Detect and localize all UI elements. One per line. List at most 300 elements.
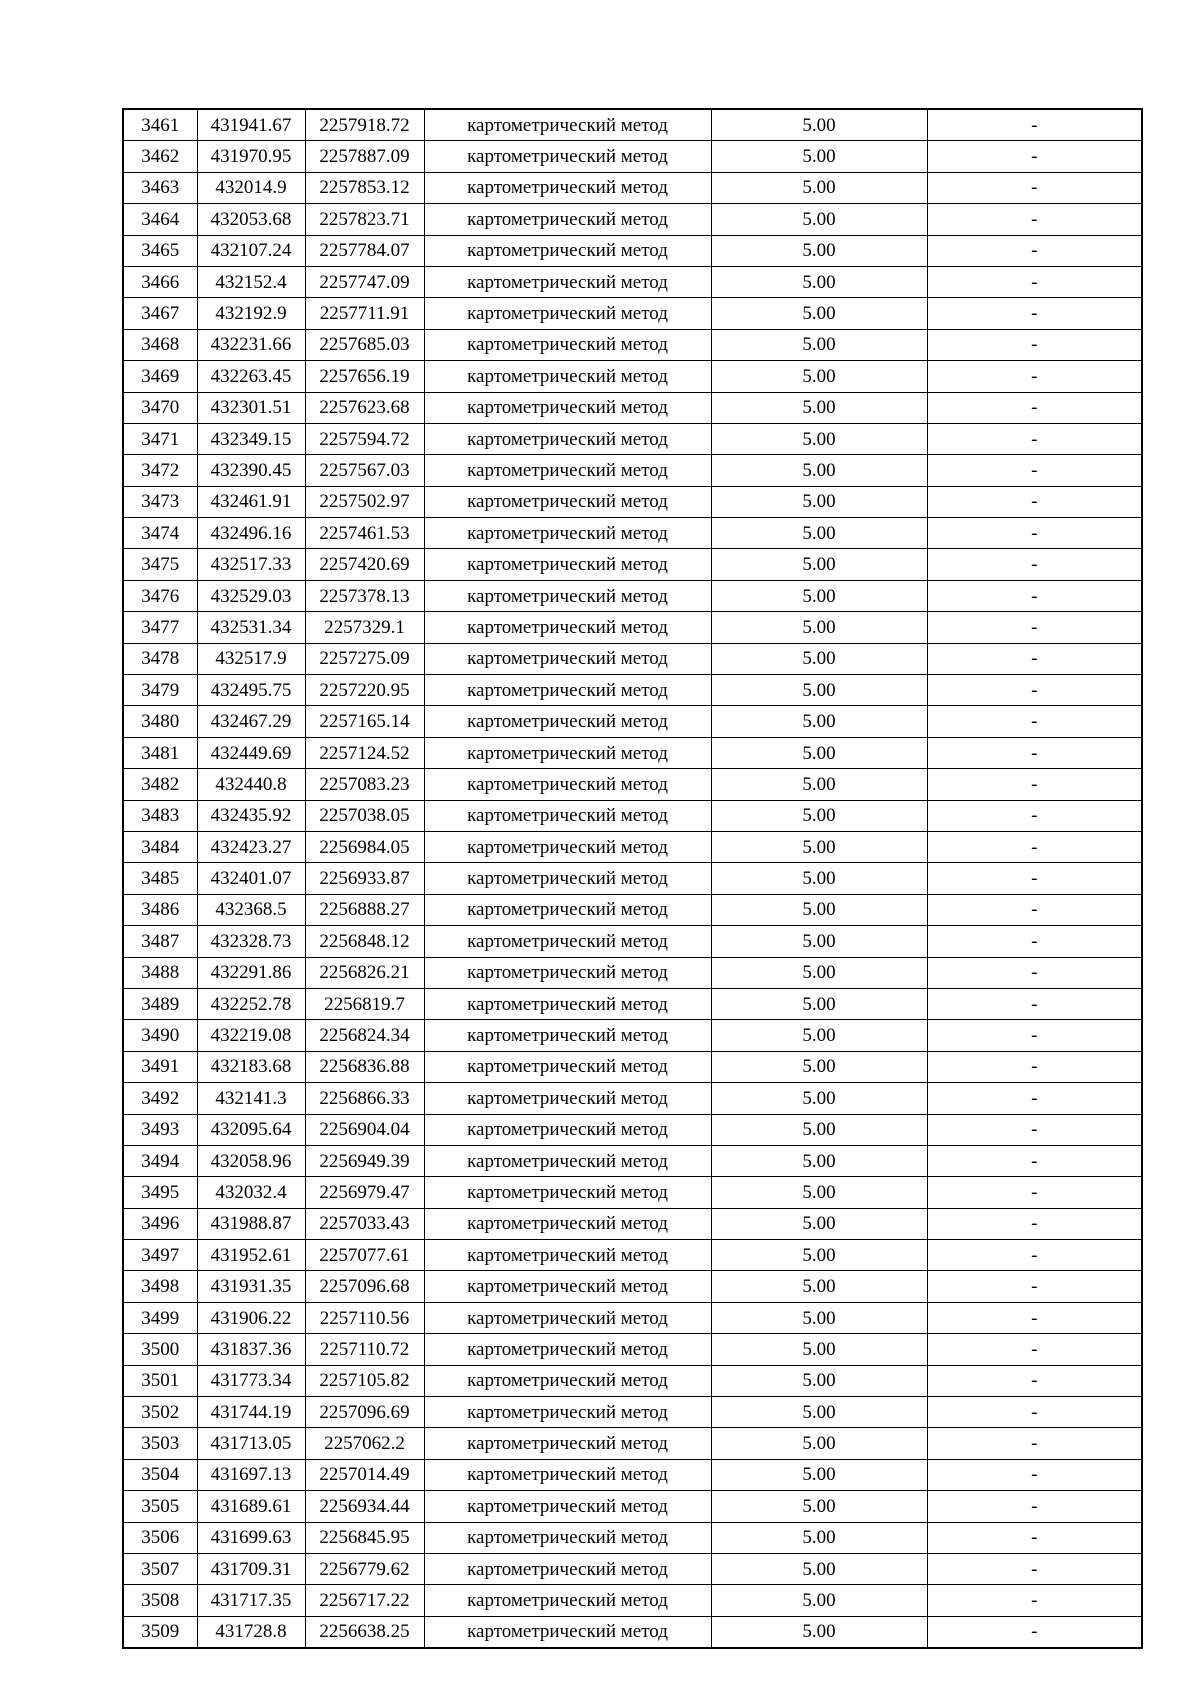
description-cell: - (927, 1553, 1142, 1584)
table-row (123, 612, 1142, 643)
description-cell: - (927, 675, 1142, 706)
x-coordinate-cell: 432301.51 (197, 392, 305, 423)
method-cell: картометрический метод (424, 894, 711, 925)
description-cell: - (927, 1522, 1142, 1553)
y-coordinate-cell: 2256949.39 (305, 1145, 424, 1176)
method-cell: картометрический метод (424, 141, 711, 172)
method-cell: картометрический метод (424, 612, 711, 643)
x-coordinate-cell: 431773.34 (197, 1365, 305, 1396)
precision-cell: 5.00 (711, 1428, 927, 1459)
precision-cell: 5.00 (711, 1553, 927, 1584)
method-cell: картометрический метод (424, 298, 711, 329)
point-number-cell: 3488 (123, 957, 197, 988)
method-cell: картометрический метод (424, 109, 711, 141)
description-cell: - (927, 392, 1142, 423)
y-coordinate-cell: 2257887.09 (305, 141, 424, 172)
method-cell: картометрический метод (424, 643, 711, 674)
precision-cell: 5.00 (711, 204, 927, 235)
table-row (123, 423, 1142, 454)
precision-cell: 5.00 (711, 957, 927, 988)
x-coordinate-cell: 432517.33 (197, 549, 305, 580)
y-coordinate-cell: 2257096.69 (305, 1397, 424, 1428)
table-row (123, 1553, 1142, 1584)
point-number-cell: 3485 (123, 863, 197, 894)
description-cell: - (927, 1020, 1142, 1051)
precision-cell: 5.00 (711, 769, 927, 800)
precision-cell: 5.00 (711, 675, 927, 706)
y-coordinate-cell: 2257110.56 (305, 1302, 424, 1333)
table-row (123, 549, 1142, 580)
method-cell: картометрический метод (424, 266, 711, 297)
description-cell: - (927, 549, 1142, 580)
method-cell: картометрический метод (424, 831, 711, 862)
y-coordinate-cell: 2257823.71 (305, 204, 424, 235)
point-number-cell: 3481 (123, 737, 197, 768)
table-row (123, 926, 1142, 957)
table-row (123, 1083, 1142, 1114)
x-coordinate-cell: 432231.66 (197, 329, 305, 360)
description-cell: - (927, 455, 1142, 486)
method-cell: картометрический метод (424, 1114, 711, 1145)
method-cell: картометрический метод (424, 392, 711, 423)
point-number-cell: 3483 (123, 800, 197, 831)
precision-cell: 5.00 (711, 1020, 927, 1051)
x-coordinate-cell: 431931.35 (197, 1271, 305, 1302)
method-cell: картометрический метод (424, 172, 711, 203)
y-coordinate-cell: 2256779.62 (305, 1553, 424, 1584)
method-cell: картометрический метод (424, 1585, 711, 1616)
precision-cell: 5.00 (711, 392, 927, 423)
point-number-cell: 3475 (123, 549, 197, 580)
point-number-cell: 3479 (123, 675, 197, 706)
y-coordinate-cell: 2256866.33 (305, 1083, 424, 1114)
table-row (123, 1428, 1142, 1459)
point-number-cell: 3492 (123, 1083, 197, 1114)
table-row (123, 392, 1142, 423)
description-cell: - (927, 266, 1142, 297)
point-number-cell: 3462 (123, 141, 197, 172)
precision-cell: 5.00 (711, 894, 927, 925)
y-coordinate-cell: 2257502.97 (305, 486, 424, 517)
table-row (123, 988, 1142, 1019)
point-number-cell: 3484 (123, 831, 197, 862)
method-cell: картометрический метод (424, 863, 711, 894)
point-number-cell: 3489 (123, 988, 197, 1019)
precision-cell: 5.00 (711, 1365, 927, 1396)
description-cell: - (927, 1145, 1142, 1176)
method-cell: картометрический метод (424, 1365, 711, 1396)
table-row (123, 1020, 1142, 1051)
description-cell: - (927, 580, 1142, 611)
precision-cell: 5.00 (711, 172, 927, 203)
description-cell: - (927, 706, 1142, 737)
point-number-cell: 3470 (123, 392, 197, 423)
x-coordinate-cell: 431699.63 (197, 1522, 305, 1553)
precision-cell: 5.00 (711, 1522, 927, 1553)
table-row (123, 172, 1142, 203)
x-coordinate-cell: 432531.34 (197, 612, 305, 643)
y-coordinate-cell: 2257784.07 (305, 235, 424, 266)
y-coordinate-cell: 2257567.03 (305, 455, 424, 486)
description-cell: - (927, 423, 1142, 454)
precision-cell: 5.00 (711, 141, 927, 172)
y-coordinate-cell: 2257275.09 (305, 643, 424, 674)
precision-cell: 5.00 (711, 926, 927, 957)
description-cell: - (927, 329, 1142, 360)
description-cell: - (927, 1083, 1142, 1114)
precision-cell: 5.00 (711, 1585, 927, 1616)
x-coordinate-cell: 431717.35 (197, 1585, 305, 1616)
point-number-cell: 3469 (123, 361, 197, 392)
y-coordinate-cell: 2257594.72 (305, 423, 424, 454)
method-cell: картометрический метод (424, 1051, 711, 1082)
method-cell: картометрический метод (424, 486, 711, 517)
precision-cell: 5.00 (711, 518, 927, 549)
x-coordinate-cell: 432058.96 (197, 1145, 305, 1176)
table-row (123, 1271, 1142, 1302)
method-cell: картометрический метод (424, 675, 711, 706)
y-coordinate-cell: 2257623.68 (305, 392, 424, 423)
description-cell: - (927, 1365, 1142, 1396)
y-coordinate-cell: 2257918.72 (305, 109, 424, 141)
y-coordinate-cell: 2257096.68 (305, 1271, 424, 1302)
description-cell: - (927, 1208, 1142, 1239)
precision-cell: 5.00 (711, 361, 927, 392)
method-cell: картометрический метод (424, 580, 711, 611)
x-coordinate-cell: 431713.05 (197, 1428, 305, 1459)
x-coordinate-cell: 432107.24 (197, 235, 305, 266)
method-cell: картометрический метод (424, 1616, 711, 1648)
precision-cell: 5.00 (711, 1397, 927, 1428)
table-row (123, 831, 1142, 862)
point-number-cell: 3495 (123, 1177, 197, 1208)
description-cell: - (927, 1302, 1142, 1333)
y-coordinate-cell: 2257165.14 (305, 706, 424, 737)
method-cell: картометрический метод (424, 769, 711, 800)
y-coordinate-cell: 2256638.25 (305, 1616, 424, 1648)
y-coordinate-cell: 2257329.1 (305, 612, 424, 643)
method-cell: картометрический метод (424, 423, 711, 454)
x-coordinate-cell: 432032.4 (197, 1177, 305, 1208)
method-cell: картометрический метод (424, 361, 711, 392)
x-coordinate-cell: 432328.73 (197, 926, 305, 957)
x-coordinate-cell: 431697.13 (197, 1459, 305, 1490)
table-row (123, 204, 1142, 235)
x-coordinate-cell: 432141.3 (197, 1083, 305, 1114)
point-number-cell: 3471 (123, 423, 197, 454)
y-coordinate-cell: 2257083.23 (305, 769, 424, 800)
description-cell: - (927, 204, 1142, 235)
method-cell: картометрический метод (424, 518, 711, 549)
point-number-cell: 3463 (123, 172, 197, 203)
point-number-cell: 3499 (123, 1302, 197, 1333)
point-number-cell: 3501 (123, 1365, 197, 1396)
table-row (123, 1491, 1142, 1522)
method-cell: картометрический метод (424, 1334, 711, 1365)
precision-cell: 5.00 (711, 706, 927, 737)
table-row (123, 329, 1142, 360)
x-coordinate-cell: 432252.78 (197, 988, 305, 1019)
description-cell: - (927, 988, 1142, 1019)
method-cell: картометрический метод (424, 329, 711, 360)
description-cell: - (927, 894, 1142, 925)
point-number-cell: 3478 (123, 643, 197, 674)
point-number-cell: 3498 (123, 1271, 197, 1302)
table-row (123, 266, 1142, 297)
point-number-cell: 3482 (123, 769, 197, 800)
table-row (123, 1177, 1142, 1208)
point-number-cell: 3500 (123, 1334, 197, 1365)
table-row (123, 1616, 1142, 1648)
y-coordinate-cell: 2257853.12 (305, 172, 424, 203)
y-coordinate-cell: 2257461.53 (305, 518, 424, 549)
precision-cell: 5.00 (711, 266, 927, 297)
x-coordinate-cell: 432183.68 (197, 1051, 305, 1082)
method-cell: картометрический метод (424, 204, 711, 235)
method-cell: картометрический метод (424, 988, 711, 1019)
table-row (123, 1334, 1142, 1365)
description-cell: - (927, 518, 1142, 549)
precision-cell: 5.00 (711, 612, 927, 643)
point-number-cell: 3466 (123, 266, 197, 297)
table-row (123, 769, 1142, 800)
x-coordinate-cell: 432095.64 (197, 1114, 305, 1145)
description-cell: - (927, 643, 1142, 674)
table-row (123, 486, 1142, 517)
x-coordinate-cell: 432053.68 (197, 204, 305, 235)
table-row (123, 1114, 1142, 1145)
x-coordinate-cell: 432496.16 (197, 518, 305, 549)
precision-cell: 5.00 (711, 235, 927, 266)
point-number-cell: 3468 (123, 329, 197, 360)
description-cell: - (927, 1271, 1142, 1302)
x-coordinate-cell: 432435.92 (197, 800, 305, 831)
x-coordinate-cell: 432390.45 (197, 455, 305, 486)
x-coordinate-cell: 431837.36 (197, 1334, 305, 1365)
x-coordinate-cell: 431941.67 (197, 109, 305, 141)
description-cell: - (927, 957, 1142, 988)
description-cell: - (927, 863, 1142, 894)
method-cell: картометрический метод (424, 1302, 711, 1333)
y-coordinate-cell: 2256848.12 (305, 926, 424, 957)
table-row (123, 1240, 1142, 1271)
description-cell: - (927, 1177, 1142, 1208)
precision-cell: 5.00 (711, 423, 927, 454)
point-number-cell: 3504 (123, 1459, 197, 1490)
point-number-cell: 3506 (123, 1522, 197, 1553)
y-coordinate-cell: 2256888.27 (305, 894, 424, 925)
precision-cell: 5.00 (711, 1083, 927, 1114)
point-number-cell: 3497 (123, 1240, 197, 1271)
table-row (123, 675, 1142, 706)
x-coordinate-cell: 431906.22 (197, 1302, 305, 1333)
y-coordinate-cell: 2257420.69 (305, 549, 424, 580)
x-coordinate-cell: 432467.29 (197, 706, 305, 737)
x-coordinate-cell: 432152.4 (197, 266, 305, 297)
point-number-cell: 3467 (123, 298, 197, 329)
table-row (123, 109, 1142, 141)
description-cell: - (927, 831, 1142, 862)
description-cell: - (927, 141, 1142, 172)
method-cell: картометрический метод (424, 549, 711, 580)
precision-cell: 5.00 (711, 1334, 927, 1365)
point-number-cell: 3503 (123, 1428, 197, 1459)
x-coordinate-cell: 432440.8 (197, 769, 305, 800)
precision-cell: 5.00 (711, 329, 927, 360)
method-cell: картометрический метод (424, 957, 711, 988)
point-number-cell: 3491 (123, 1051, 197, 1082)
x-coordinate-cell: 432449.69 (197, 737, 305, 768)
point-number-cell: 3496 (123, 1208, 197, 1239)
method-cell: картометрический метод (424, 1428, 711, 1459)
description-cell: - (927, 737, 1142, 768)
table-row (123, 235, 1142, 266)
precision-cell: 5.00 (711, 455, 927, 486)
x-coordinate-cell: 432401.07 (197, 863, 305, 894)
method-cell: картометрический метод (424, 1459, 711, 1490)
description-cell: - (927, 1334, 1142, 1365)
y-coordinate-cell: 2257033.43 (305, 1208, 424, 1239)
method-cell: картометрический метод (424, 706, 711, 737)
precision-cell: 5.00 (711, 580, 927, 611)
x-coordinate-cell: 432461.91 (197, 486, 305, 517)
table-row (123, 1145, 1142, 1176)
y-coordinate-cell: 2256933.87 (305, 863, 424, 894)
table-row (123, 455, 1142, 486)
method-cell: картометрический метод (424, 1145, 711, 1176)
precision-cell: 5.00 (711, 1208, 927, 1239)
description-cell: - (927, 1397, 1142, 1428)
y-coordinate-cell: 2257711.91 (305, 298, 424, 329)
description-cell: - (927, 109, 1142, 141)
method-cell: картометрический метод (424, 1553, 711, 1584)
point-number-cell: 3486 (123, 894, 197, 925)
method-cell: картометрический метод (424, 800, 711, 831)
y-coordinate-cell: 2257124.52 (305, 737, 424, 768)
x-coordinate-cell: 431970.95 (197, 141, 305, 172)
description-cell: - (927, 926, 1142, 957)
y-coordinate-cell: 2256979.47 (305, 1177, 424, 1208)
point-number-cell: 3474 (123, 518, 197, 549)
method-cell: картометрический метод (424, 1491, 711, 1522)
method-cell: картометрический метод (424, 1397, 711, 1428)
description-cell: - (927, 800, 1142, 831)
description-cell: - (927, 1051, 1142, 1082)
point-number-cell: 3502 (123, 1397, 197, 1428)
method-cell: картометрический метод (424, 1240, 711, 1271)
method-cell: картометрический метод (424, 926, 711, 957)
point-number-cell: 3476 (123, 580, 197, 611)
method-cell: картометрический метод (424, 737, 711, 768)
description-cell: - (927, 612, 1142, 643)
table-row (123, 706, 1142, 737)
y-coordinate-cell: 2257656.19 (305, 361, 424, 392)
precision-cell: 5.00 (711, 486, 927, 517)
precision-cell: 5.00 (711, 1491, 927, 1522)
precision-cell: 5.00 (711, 1051, 927, 1082)
precision-cell: 5.00 (711, 800, 927, 831)
y-coordinate-cell: 2257062.2 (305, 1428, 424, 1459)
description-cell: - (927, 1491, 1142, 1522)
coordinates-table (122, 108, 1143, 1649)
point-number-cell: 3477 (123, 612, 197, 643)
table-row (123, 643, 1142, 674)
precision-cell: 5.00 (711, 549, 927, 580)
x-coordinate-cell: 432192.9 (197, 298, 305, 329)
precision-cell: 5.00 (711, 1616, 927, 1648)
x-coordinate-cell: 432529.03 (197, 580, 305, 611)
y-coordinate-cell: 2257110.72 (305, 1334, 424, 1365)
precision-cell: 5.00 (711, 1271, 927, 1302)
y-coordinate-cell: 2257014.49 (305, 1459, 424, 1490)
table-row (123, 1051, 1142, 1082)
y-coordinate-cell: 2256717.22 (305, 1585, 424, 1616)
point-number-cell: 3505 (123, 1491, 197, 1522)
table-row (123, 1585, 1142, 1616)
table-row (123, 894, 1142, 925)
x-coordinate-cell: 432495.75 (197, 675, 305, 706)
description-cell: - (927, 298, 1142, 329)
point-number-cell: 3465 (123, 235, 197, 266)
x-coordinate-cell: 432517.9 (197, 643, 305, 674)
x-coordinate-cell: 431709.31 (197, 1553, 305, 1584)
point-number-cell: 3464 (123, 204, 197, 235)
method-cell: картометрический метод (424, 1020, 711, 1051)
description-cell: - (927, 1240, 1142, 1271)
x-coordinate-cell: 431952.61 (197, 1240, 305, 1271)
precision-cell: 5.00 (711, 643, 927, 674)
x-coordinate-cell: 431689.61 (197, 1491, 305, 1522)
table-row (123, 1208, 1142, 1239)
description-cell: - (927, 1616, 1142, 1648)
table-row (123, 737, 1142, 768)
x-coordinate-cell: 432349.15 (197, 423, 305, 454)
y-coordinate-cell: 2256934.44 (305, 1491, 424, 1522)
precision-cell: 5.00 (711, 1459, 927, 1490)
precision-cell: 5.00 (711, 1240, 927, 1271)
y-coordinate-cell: 2256819.7 (305, 988, 424, 1019)
point-number-cell: 3461 (123, 109, 197, 141)
y-coordinate-cell: 2257220.95 (305, 675, 424, 706)
table-row (123, 580, 1142, 611)
table-row (123, 800, 1142, 831)
description-cell: - (927, 769, 1142, 800)
point-number-cell: 3507 (123, 1553, 197, 1584)
description-cell: - (927, 361, 1142, 392)
description-cell: - (927, 1585, 1142, 1616)
table-row (123, 1459, 1142, 1490)
precision-cell: 5.00 (711, 1177, 927, 1208)
description-cell: - (927, 1459, 1142, 1490)
x-coordinate-cell: 432423.27 (197, 831, 305, 862)
y-coordinate-cell: 2256984.05 (305, 831, 424, 862)
x-coordinate-cell: 431728.8 (197, 1616, 305, 1648)
point-number-cell: 3487 (123, 926, 197, 957)
table-row (123, 298, 1142, 329)
y-coordinate-cell: 2256904.04 (305, 1114, 424, 1145)
table-row (123, 1397, 1142, 1428)
method-cell: картометрический метод (424, 1271, 711, 1302)
description-cell: - (927, 235, 1142, 266)
x-coordinate-cell: 432014.9 (197, 172, 305, 203)
point-number-cell: 3508 (123, 1585, 197, 1616)
precision-cell: 5.00 (711, 988, 927, 1019)
description-cell: - (927, 172, 1142, 203)
description-cell: - (927, 1114, 1142, 1145)
point-number-cell: 3509 (123, 1616, 197, 1648)
precision-cell: 5.00 (711, 1302, 927, 1333)
precision-cell: 5.00 (711, 863, 927, 894)
